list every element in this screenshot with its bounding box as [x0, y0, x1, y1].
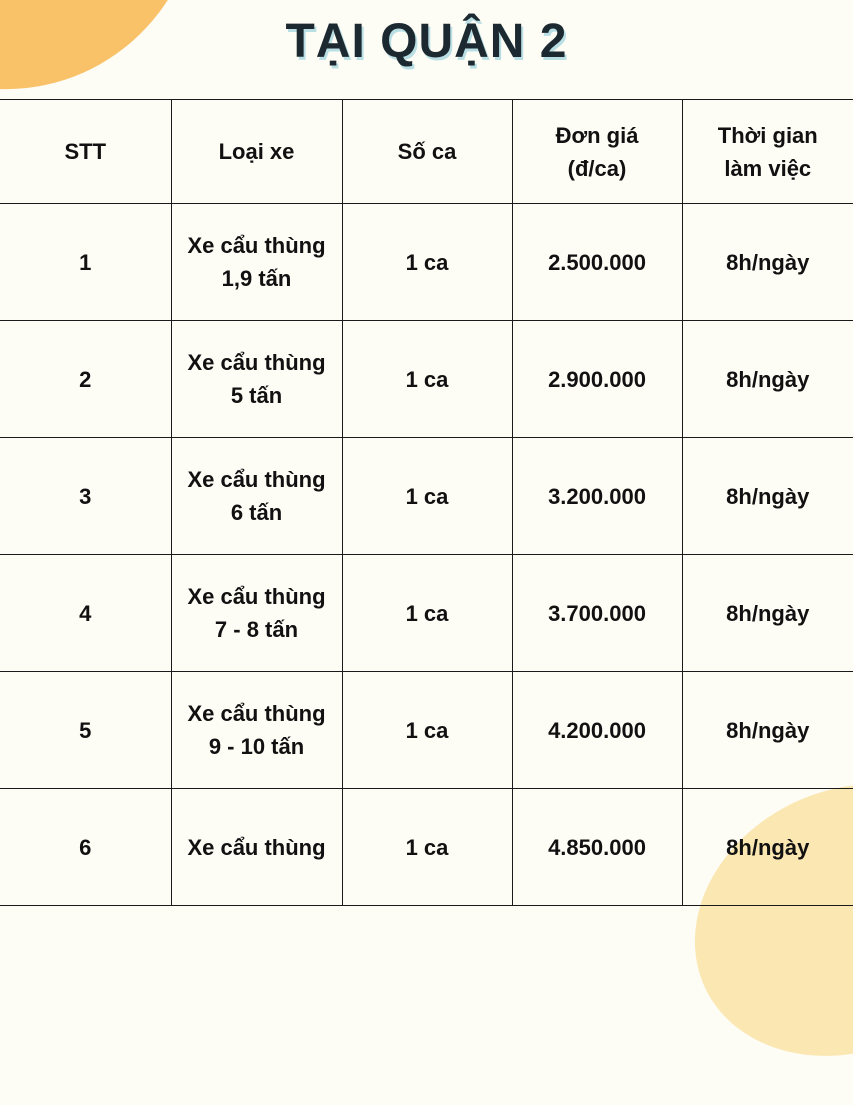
- cell-stt: 4: [0, 555, 171, 672]
- cell-vehicle-type-line1: Xe cẩu thùng: [187, 350, 326, 375]
- cell-stt: 3: [0, 438, 171, 555]
- cell-price: 4.200.000: [512, 672, 682, 789]
- cell-vehicle-type-line1: Xe cẩu thùng: [187, 834, 326, 860]
- cell-shifts: 1 ca: [342, 438, 512, 555]
- header-unit-price-line2: (đ/ca): [567, 155, 627, 181]
- cell-working-time: 8h/ngày: [682, 321, 853, 438]
- table-row: [0, 789, 853, 906]
- table-row: [0, 438, 853, 555]
- cell-stt: 6: [0, 789, 171, 906]
- cell-vehicle-type: [171, 204, 342, 321]
- cell-working-time: 8h/ngày: [682, 204, 853, 321]
- price-table: [0, 99, 853, 906]
- header-stt: STT: [0, 100, 171, 204]
- cell-working-time: 8h/ngày: [682, 555, 853, 672]
- cell-price: 3.200.000: [512, 438, 682, 555]
- cell-price: 2.500.000: [512, 204, 682, 321]
- table-row: [0, 321, 853, 438]
- page-title: TẠI QUẬN 2: [285, 15, 568, 68]
- cell-working-time: 8h/ngày: [682, 438, 853, 555]
- cell-vehicle-type-line2: 9 - 10 tấn: [208, 734, 305, 759]
- table-row: [0, 555, 853, 672]
- table-body: [0, 204, 853, 906]
- cell-working-time: 8h/ngày: [682, 672, 853, 789]
- cell-vehicle-type-line2: 7 - 8 tấn: [214, 617, 299, 642]
- cell-vehicle-type: [171, 321, 342, 438]
- header-shifts: Số ca: [342, 100, 512, 204]
- cell-vehicle-type-line2: 1,9 tấn: [221, 266, 292, 291]
- table-header: [0, 100, 853, 204]
- cell-shifts: 1 ca: [342, 555, 512, 672]
- cell-vehicle-type: [171, 438, 342, 555]
- cell-shifts: 1 ca: [342, 204, 512, 321]
- cell-shifts: 1 ca: [342, 321, 512, 438]
- header-vehicle-type: Loại xe: [171, 100, 342, 204]
- cell-stt: 2: [0, 321, 171, 438]
- cell-vehicle-type-line1: Xe cẩu thùng: [187, 701, 326, 726]
- cell-shifts: 1 ca: [342, 789, 512, 906]
- header-row: [0, 100, 853, 204]
- cell-vehicle-type: [171, 672, 342, 789]
- cell-stt: 5: [0, 672, 171, 789]
- cell-price: 2.900.000: [512, 321, 682, 438]
- cell-price: 3.700.000: [512, 555, 682, 672]
- cell-stt: 1: [0, 204, 171, 321]
- header-unit-price-line1: Đơn giá: [555, 122, 639, 148]
- cell-vehicle-type: [171, 555, 342, 672]
- table-row: [0, 672, 853, 789]
- cell-vehicle-type-line1: Xe cẩu thùng: [187, 584, 326, 609]
- cell-vehicle-type-line1: Xe cẩu thùng: [187, 233, 326, 258]
- cell-price: 4.850.000: [512, 789, 682, 906]
- cell-vehicle-type-line1: Xe cẩu thùng: [187, 467, 326, 492]
- table-row: [0, 204, 853, 321]
- header-working-time: [682, 100, 853, 204]
- cell-working-time: 8h/ngày: [682, 789, 853, 906]
- cell-vehicle-type-line2: 6 tấn: [230, 500, 283, 525]
- header-working-time-line1: Thời gian: [717, 122, 818, 148]
- header-working-time-line2: làm việc: [724, 155, 812, 181]
- header-unit-price: [512, 100, 682, 204]
- cell-shifts: 1 ca: [342, 672, 512, 789]
- cell-vehicle-type-line2: 5 tấn: [230, 383, 283, 408]
- cell-vehicle-type: [171, 789, 342, 906]
